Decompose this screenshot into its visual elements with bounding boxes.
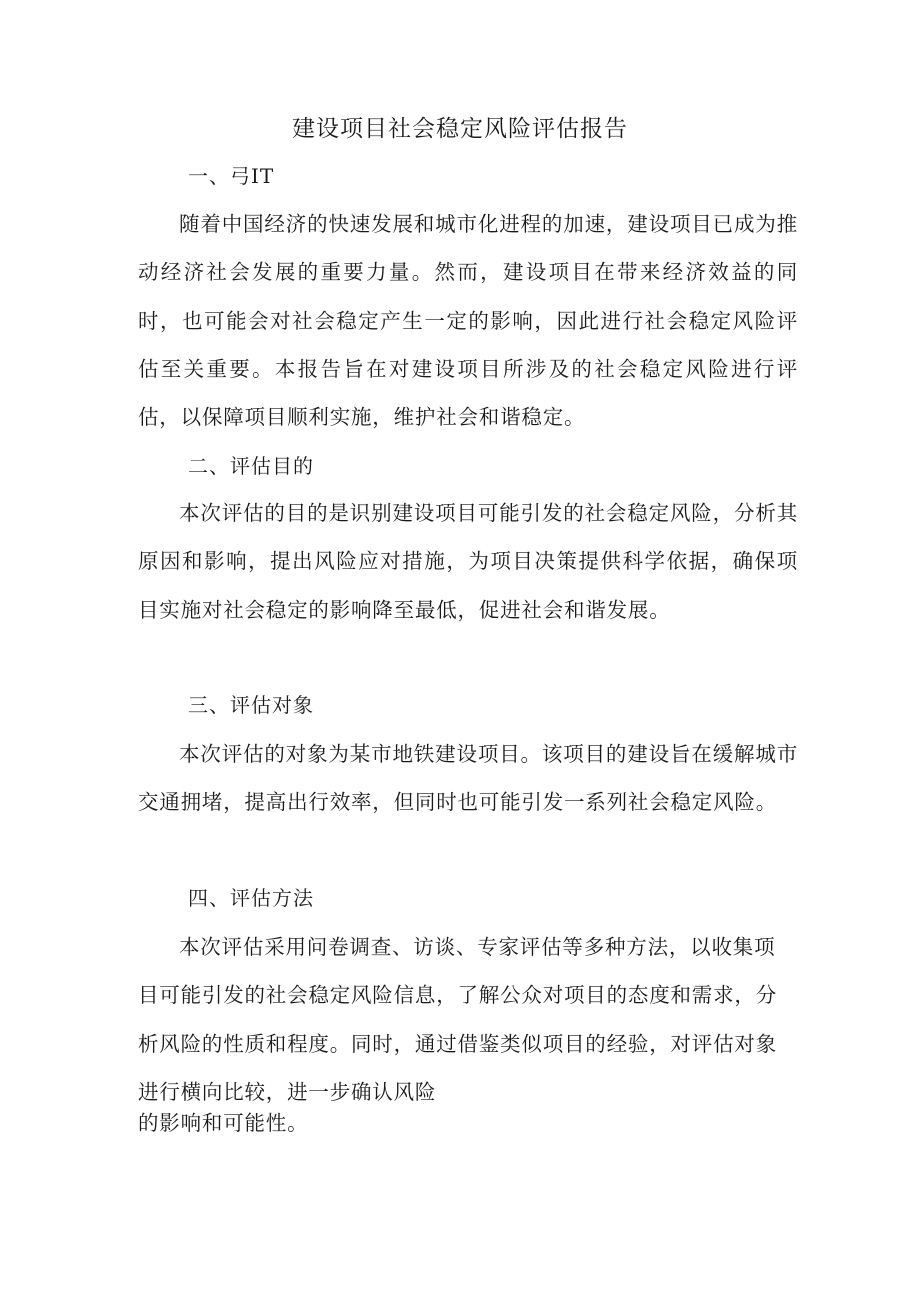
document-title: 建设项目社会稳定风险评估报告 <box>292 116 628 142</box>
section-body-object: 本次评估的对象为某市地铁建设项目。该项目的建设旨在缓解城市交通拥堵，提高出行效率，但同时也可能引发一系列社会稳定风险。 <box>138 742 798 815</box>
section-heading-method: 四、评估方法 <box>188 886 314 910</box>
section-body-method: 本次评估采用问卷调查、访谈、专家评估等多种方法，以收集项目可能引发的社会稳定风险信息，了解公众对项目的态度和需求，分析风险的性质和程度。同时，通过借鉴类似项目的经验，对评估对象进行横向比较，进一步确认风险 <box>138 935 777 1104</box>
section-heading-introduction: 一、弓IT <box>188 164 275 188</box>
section-heading-object: 三、评估对象 <box>188 693 314 717</box>
section-heading-purpose: 二、评估目的 <box>188 454 314 478</box>
section-body-introduction: 随着中国经济的快速发展和城市化进程的加速，建设项目已成为推动经济社会发展的重要力量。然而，建设项目在带来经济效益的同时，也可能会对社会稳定产生一定的影响，因此进行社会稳定风险评估至关重要。本报告旨在对建设项目所涉及的社会稳定风险进行评估，以保障项目顺利实施，维护社会和谐稳定。 <box>138 212 798 430</box>
section-body-method-continuation: 的影响和可能性。 <box>138 1111 309 1135</box>
section-body-purpose: 本次评估的目的是识别建设项目可能引发的社会稳定风险，分析其原因和影响，提出风险应对措施，为项目决策提供科学依据，确保项目实施对社会稳定的影响降至最低，促进社会和谐发展。 <box>138 501 798 622</box>
